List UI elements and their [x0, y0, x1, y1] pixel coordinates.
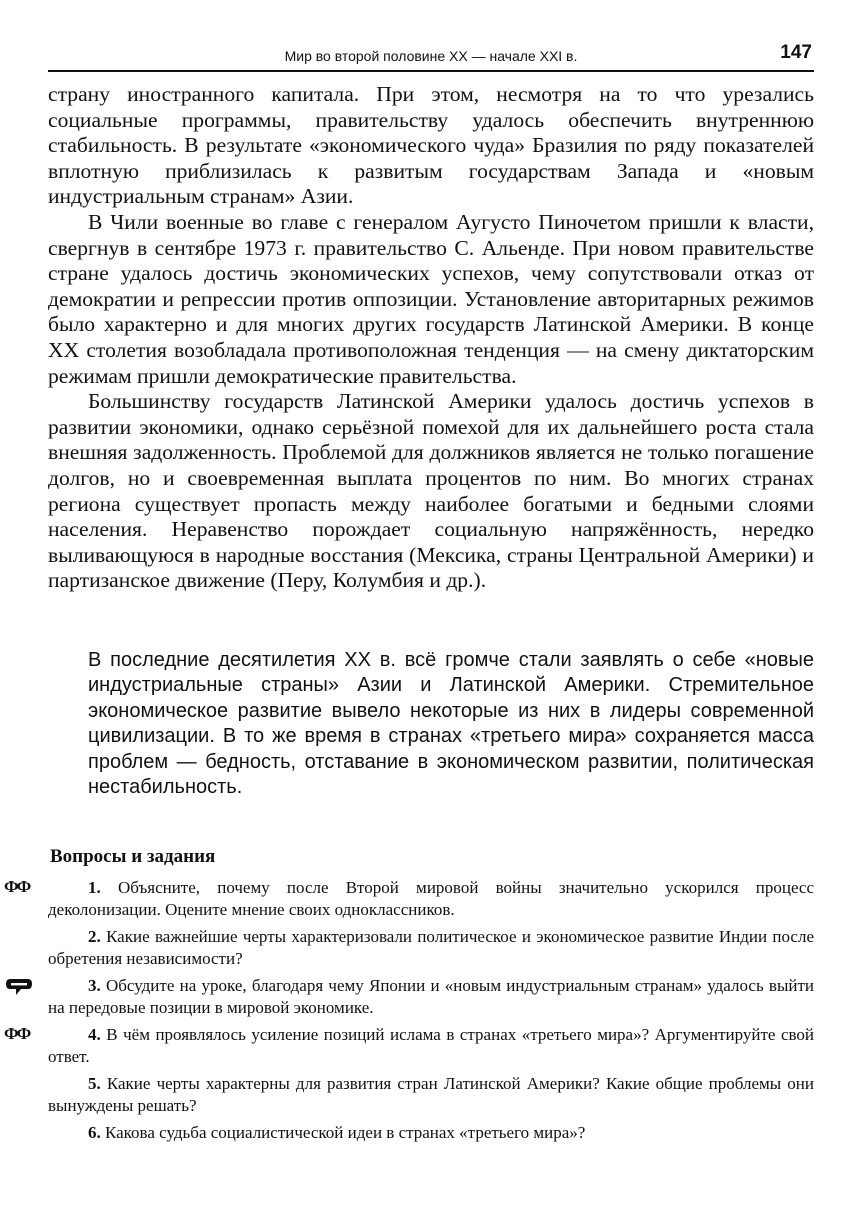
question-item — [4, 1024, 815, 1068]
pair-work-icon: ФФ — [4, 877, 30, 896]
discussion-icon — [4, 976, 34, 1002]
page-number: 147 — [780, 42, 812, 63]
paragraph-continued: страну иностранного капитала. При этом, несмотря на то что урезались социальные программы, правительству удалось обеспечить внутреннюю стабильность. В результате «экономического чуда» Бразилия по ряду показателей вплотную приблизилась к развитым государствам Запада и «новым индустриальным странам» Азии. — [48, 82, 814, 209]
page-header — [48, 40, 814, 72]
question-text: Какие важнейшие черты характеризовали политическое и экономическое развитие Индии после обретения независимости? — [48, 927, 814, 968]
question-number: 6. — [88, 1123, 101, 1142]
questions-heading: Вопросы и задания — [50, 846, 216, 867]
running-title: Мир во второй половине XX — начале XXI в. — [284, 48, 578, 64]
summary-block — [88, 648, 814, 800]
summary-text: В последние десятилетия XX в. всё громче стали заявлять о себе «новые индустриальные страны» Азии и Латинской Америки. Стремительное экономическое развитие вывело некоторые из них в лидеры современной цивилизации. В то же время в странах «третьего мира» сохраняется масса проблем — бедность, отставание в экономическом развитии, политическая нестабильность. — [88, 649, 814, 799]
question-text: Какова судьба социалистической идеи в странах «третьего мира»? — [105, 1123, 586, 1142]
paragraph-debt: Большинству государств Латинской Америки удалось достичь успехов в развитии экономики, однако серьёзной помехой для их дальнейшего роста стала внешняя задолженность. Проблемой для должников является не только погашение долгов, но и своевременная выплата процентов по ним. Во многих странах региона существует пропасть между наиболее богатыми и бедными слоями населения. Неравенство порождает социальную напряжённость, нередко выливающуюся в народные восстания (Мексика, страны Центральной Америки) и партизанское движение (Перу, Колумбия и др.). — [48, 389, 814, 593]
paragraph-chile: В Чили военные во главе с генералом Аугусто Пиночетом пришли к власти, свергнув в сентябре 1973 г. правительство С. Альенде. При новом правительстве стране удалось достичь экономических успехов, чему сопутствовали отказ от демократии и репрессии против оппозиции. Установление авторитарных режимов было характерно и для многих других государств Латинской Америки. В конце XX столетия возобладала противоположная тенденция — на смену диктаторским режимам пришли демократические правительства. — [48, 209, 814, 388]
question-item — [48, 975, 814, 1019]
question-text: Какие черты характерны для развития стран Латинской Америки? Какие общие проблемы они вынуждены решать? — [48, 1074, 814, 1115]
question-item — [48, 1073, 814, 1117]
question-number: 1. — [88, 878, 101, 897]
question-number: 2. — [88, 927, 101, 946]
question-number: 4. — [88, 1025, 101, 1044]
pair-work-icon: ФФ — [4, 1024, 30, 1043]
question-text: Объясните, почему после Второй мировой войны значительно ускорился процесс деколонизации. Оцените мнение своих одноклассников. — [48, 878, 815, 919]
question-text: Обсудите на уроке, благодаря чему Японии и «новым индустриальным странам» удалось выйти на передовые позиции в мировой экономике. — [48, 976, 815, 1017]
questions-list — [4, 877, 815, 1149]
question-item — [4, 877, 815, 921]
question-number: 5. — [88, 1074, 101, 1093]
main-text — [48, 82, 814, 594]
question-text: В чём проявлялось усиление позиций ислама в странах «третьего мира»? Аргументируйте свой ответ. — [48, 1025, 815, 1066]
question-item — [48, 926, 814, 970]
question-number: 3. — [88, 976, 101, 995]
question-item — [48, 1122, 814, 1144]
